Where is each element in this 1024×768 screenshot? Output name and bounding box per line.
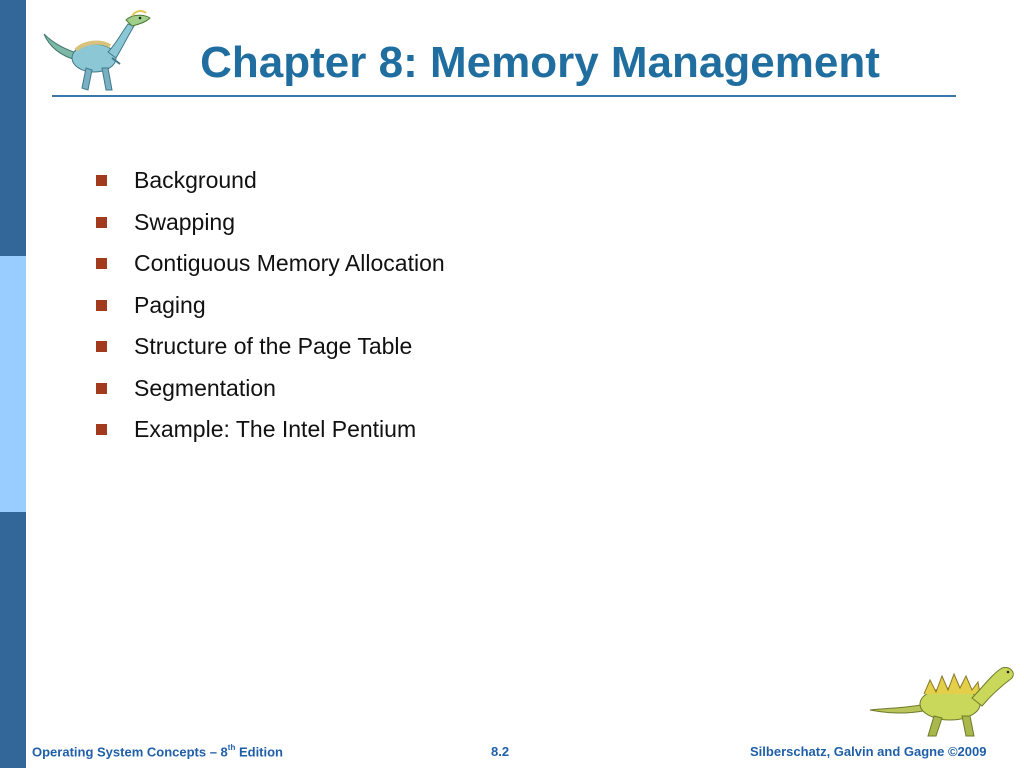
bullet-text: Structure of the Page Table <box>134 333 413 360</box>
list-item <box>96 202 445 244</box>
sidebar-segment-top <box>0 0 26 256</box>
list-item <box>96 160 445 202</box>
slide-title: Chapter 8: Memory Management <box>200 38 880 87</box>
footer-book-title-superscript: th <box>227 743 236 752</box>
footer-book-title-prefix: Operating System Concepts – 8 <box>32 744 228 760</box>
list-item <box>96 409 445 451</box>
bullet-text: Contiguous Memory Allocation <box>134 250 445 277</box>
left-sidebar-bar <box>0 0 26 768</box>
dinosaur-icon <box>868 658 1018 738</box>
bullet-text: Background <box>134 167 257 194</box>
sidebar-segment-bottom <box>0 512 26 768</box>
list-item <box>96 243 445 285</box>
square-bullet-icon <box>96 383 107 394</box>
dinosaur-icon <box>36 6 158 96</box>
square-bullet-icon <box>96 217 107 228</box>
sidebar-segment-middle <box>0 256 26 512</box>
bullet-list <box>96 160 445 451</box>
square-bullet-icon <box>96 424 107 435</box>
bullet-text: Paging <box>134 291 206 318</box>
list-item <box>96 368 445 410</box>
square-bullet-icon <box>96 258 107 269</box>
list-item <box>96 285 445 327</box>
square-bullet-icon <box>96 300 107 311</box>
footer-copyright: Silberschatz, Galvin and Gagne ©2009 <box>750 744 987 759</box>
square-bullet-icon <box>96 175 107 186</box>
footer-book-title-suffix: Edition <box>235 744 284 760</box>
list-item <box>96 326 445 368</box>
square-bullet-icon <box>96 341 107 352</box>
footer-slide-number: 8.2 <box>491 744 510 759</box>
title-divider <box>52 95 956 97</box>
bullet-text: Example: The Intel Pentium <box>134 416 417 443</box>
bullet-text: Segmentation <box>134 374 276 401</box>
bullet-text: Swapping <box>134 208 236 235</box>
footer-book-title <box>32 744 283 759</box>
